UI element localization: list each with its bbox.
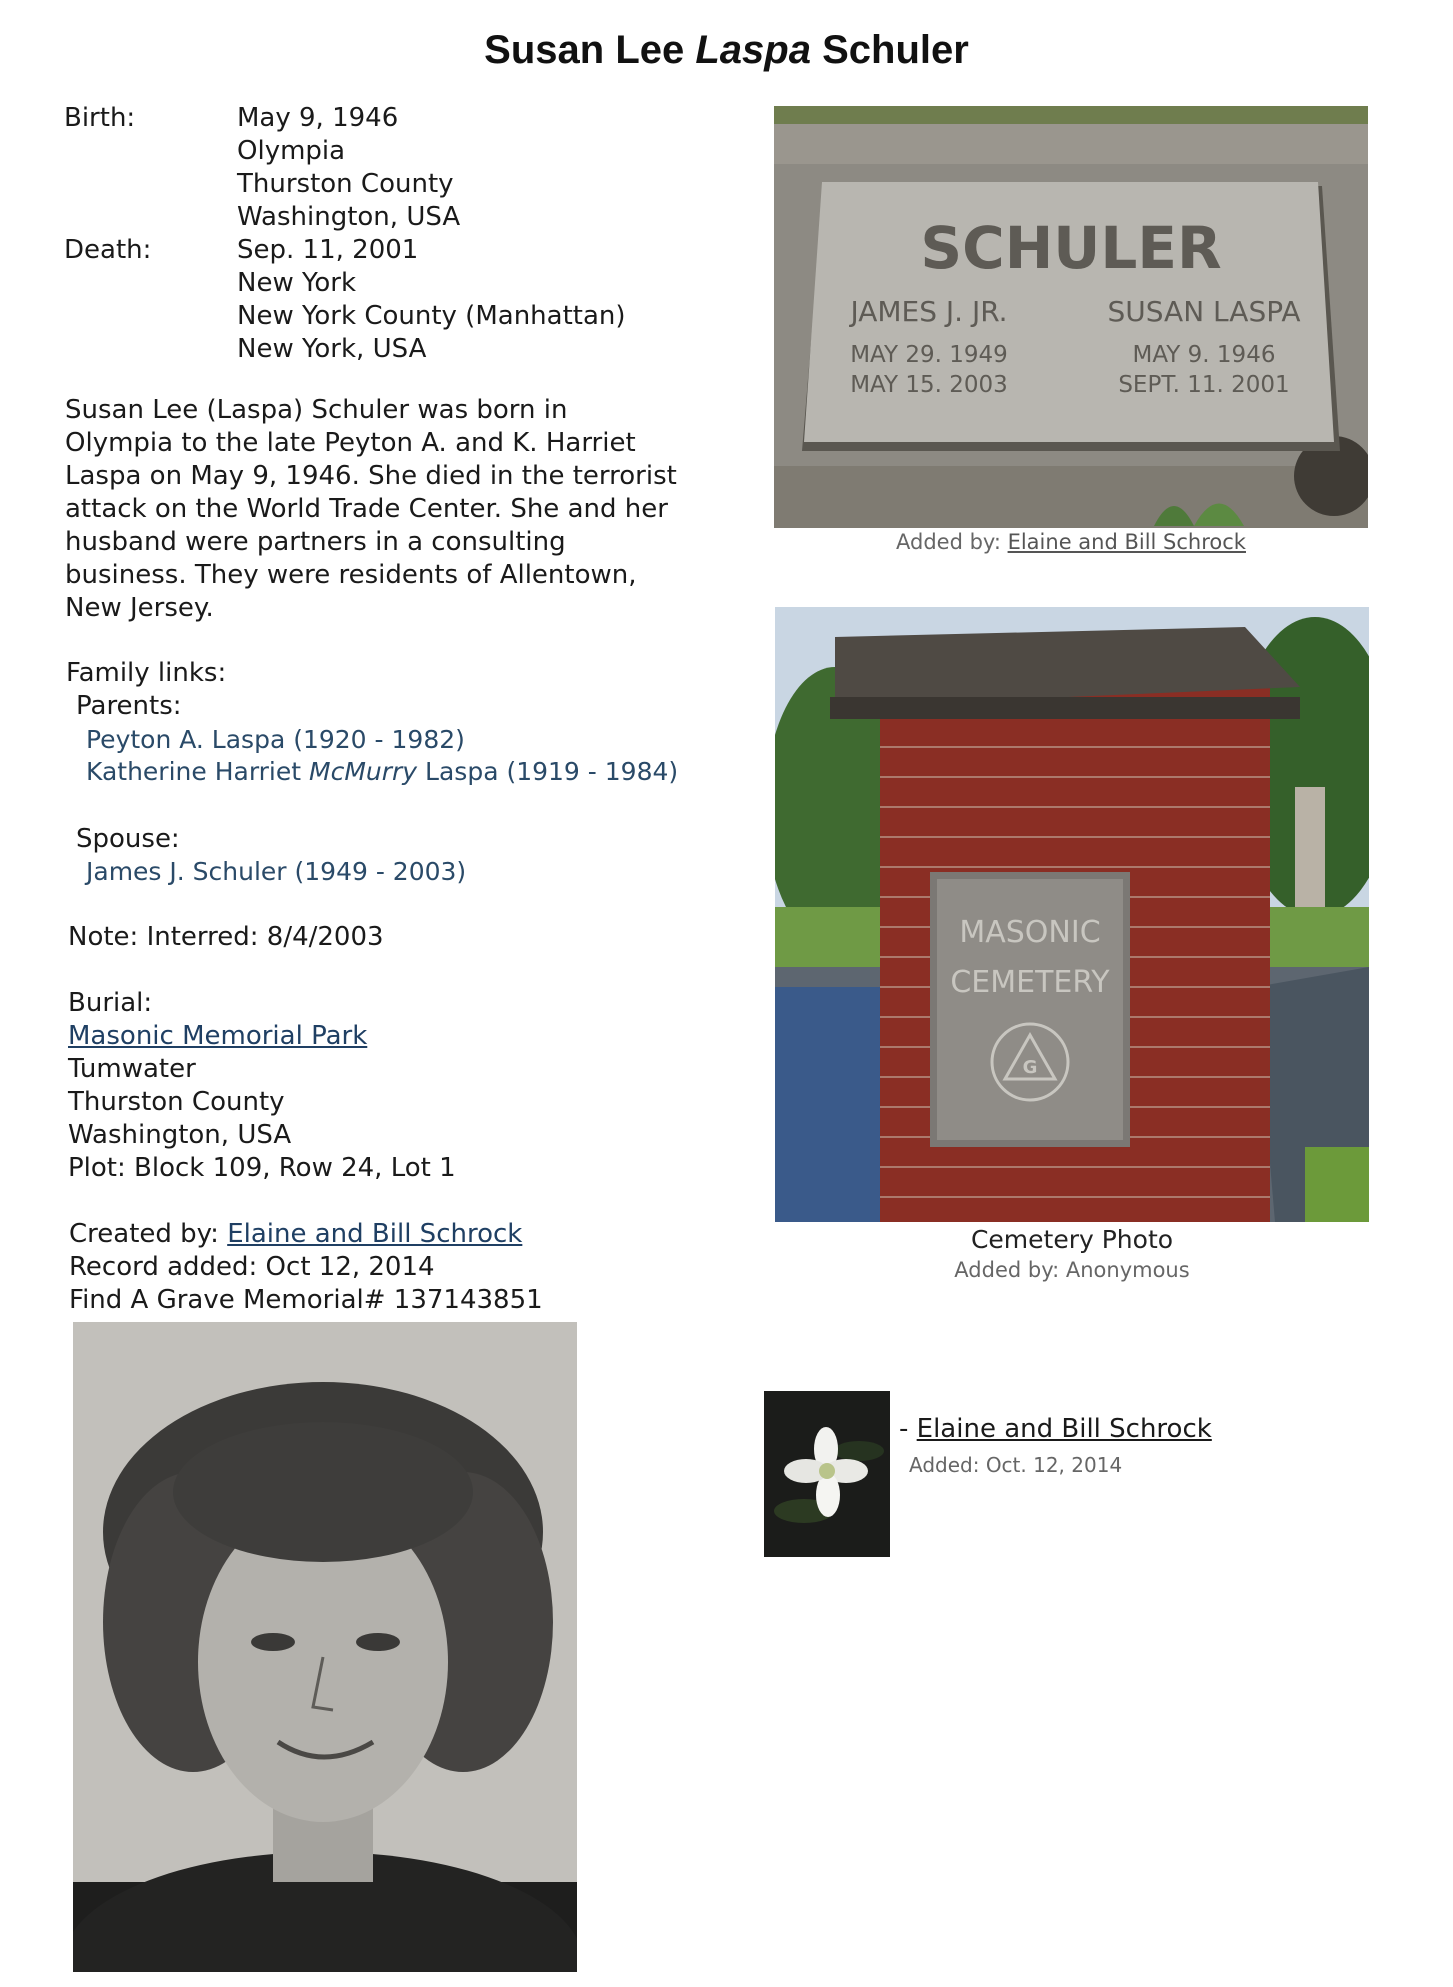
burial-label: Burial: — [68, 988, 153, 1018]
birth-city: Olympia — [237, 136, 346, 166]
headstone-photo[interactable] — [774, 106, 1368, 528]
creator-link[interactable]: Elaine and Bill Schrock — [227, 1219, 523, 1249]
record-added: Record added: Oct 12, 2014 — [69, 1252, 435, 1282]
headstone-left-name: JAMES J. JR. — [850, 295, 1008, 328]
title-maiden-name: Laspa — [695, 28, 811, 72]
headstone-caption: Added by: Elaine and Bill Schrock — [896, 530, 1246, 554]
cemetery-photo[interactable] — [775, 607, 1369, 1222]
flower-thumbnail[interactable] — [764, 1391, 890, 1557]
portrait-image — [73, 1322, 577, 1972]
death-city: New York — [237, 268, 357, 298]
burial-county: Thurston County — [68, 1087, 285, 1117]
flower-contributor-link[interactable]: Elaine and Bill Schrock — [916, 1414, 1212, 1444]
spouse-link[interactable]: James J. Schuler (1949 - 2003) — [86, 857, 467, 886]
headstone-right-birth: MAY 9. 1946 — [1132, 342, 1276, 368]
headstone-right-name: SUSAN LASPA — [1107, 295, 1301, 328]
death-details — [237, 234, 626, 366]
cemetery-image — [775, 607, 1369, 1222]
burial-block — [68, 987, 456, 1185]
death-state: New York, USA — [237, 334, 427, 364]
interment-note: Note: Interred: 8/4/2003 — [68, 922, 384, 952]
death-county: New York County (Manhattan) — [237, 301, 626, 331]
bio-line: Susan Lee (Laspa) Schuler was born in — [65, 395, 568, 425]
cemetery-photo-caption: Cemetery Photo — [970, 1225, 1174, 1254]
masonic-emblem: G — [1022, 1057, 1038, 1078]
sign-line-2: CEMETERY — [950, 965, 1110, 1000]
father-link[interactable]: Peyton A. Laspa (1920 - 1982) — [86, 725, 465, 754]
birth-county: Thurston County — [237, 169, 454, 199]
page-title — [0, 28, 1453, 73]
death-date: Sep. 11, 2001 — [237, 235, 419, 265]
flower-contributor: - Elaine and Bill Schrock — [899, 1414, 1212, 1444]
burial-state: Washington, USA — [68, 1120, 292, 1150]
parents-label: Parents: — [76, 691, 182, 721]
dogwood-flower-icon — [764, 1391, 890, 1557]
portrait-photo[interactable] — [73, 1322, 577, 1972]
family-links-heading: Family links: — [66, 658, 227, 688]
title-surname: Schuler — [810, 28, 969, 72]
bio-line: attack on the World Trade Center. She and her — [65, 494, 668, 524]
burial-city: Tumwater — [68, 1054, 196, 1084]
biography — [65, 394, 677, 625]
spouse-label: Spouse: — [76, 824, 180, 854]
headstone-left-birth: MAY 29. 1949 — [850, 342, 1008, 368]
memorial-number: Find A Grave Memorial# 137143851 — [69, 1285, 543, 1315]
bio-line: Olympia to the late Peyton A. and K. Harriet — [65, 428, 636, 458]
cemetery-link[interactable]: Masonic Memorial Park — [68, 1021, 368, 1051]
birth-details — [237, 102, 460, 234]
cemetery-photo-added-by: Added by: Anonymous — [954, 1258, 1190, 1282]
birth-state: Washington, USA — [237, 202, 461, 232]
birth-date: May 9, 1946 — [237, 103, 399, 133]
burial-plot: Plot: Block 109, Row 24, Lot 1 — [68, 1153, 456, 1183]
flower-added-date: Added: Oct. 12, 2014 — [909, 1453, 1123, 1477]
headstone-left-death: MAY 15. 2003 — [850, 372, 1008, 398]
bio-line: husband were partners in a consulting — [65, 527, 566, 557]
headstone-surname: SCHULER — [920, 214, 1222, 282]
headstone-contributor-link[interactable]: Elaine and Bill Schrock — [1007, 530, 1246, 554]
created-by-line: Created by: Elaine and Bill Schrock — [69, 1219, 523, 1249]
bio-line: Laspa on May 9, 1946. She died in the terrorist — [65, 461, 677, 491]
headstone-image — [774, 106, 1368, 528]
sign-line-1: MASONIC — [959, 915, 1101, 950]
birth-label: Birth: — [64, 103, 136, 133]
death-label: Death: — [64, 235, 152, 265]
headstone-right-death: SEPT. 11. 2001 — [1118, 372, 1290, 398]
mother-link[interactable]: Katherine Harriet McMurry Laspa (1919 - 1984) — [86, 757, 679, 786]
record-info — [69, 1218, 543, 1317]
title-first-names: Susan Lee — [484, 28, 696, 72]
bio-line: business. They were residents of Allentown, — [65, 560, 637, 590]
bio-line: New Jersey. — [65, 593, 214, 623]
